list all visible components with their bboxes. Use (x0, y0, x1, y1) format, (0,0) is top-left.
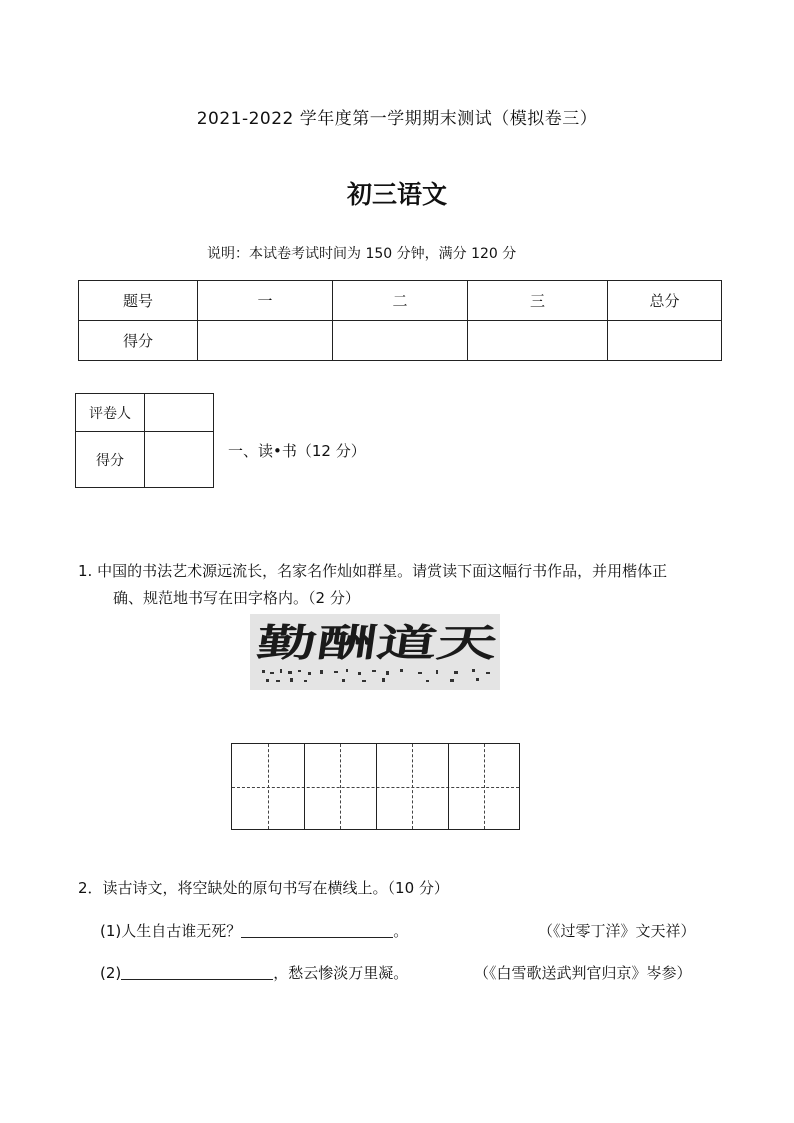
score-row-label: 得分 (79, 321, 198, 361)
poem-prefix: (1)人生自古谁无死？ (100, 922, 242, 940)
grid-vertical-guide (340, 744, 341, 829)
poem-suffix: ，愁云惨淡万里凝。 (273, 964, 409, 982)
reviewer-cell[interactable] (145, 394, 214, 432)
score-header-cell: 三 (468, 281, 608, 321)
poem-suffix: 。 (393, 922, 409, 940)
exam-note: 说明：本试卷考试时间为 150 分钟，满分 120 分 (207, 246, 517, 262)
grid-cell-divider (304, 744, 305, 829)
score-table (78, 280, 722, 361)
score-cell[interactable] (608, 321, 722, 361)
section-title: 一、读•书（12 分） (228, 442, 366, 460)
grader-score-label: 得分 (76, 432, 145, 488)
grid-cell-divider (376, 744, 377, 829)
poem-fill-item (100, 962, 408, 983)
calligraphy-artwork (250, 614, 500, 690)
question2-text: 2．读古诗文，将空缺处的原句书写在横线上。（10 分） (78, 879, 449, 897)
score-header-cell: 一 (198, 281, 333, 321)
score-table-header-row (79, 281, 722, 321)
score-table-score-row (79, 321, 722, 361)
calligraphy-characters: 勤酬道天 (253, 621, 412, 666)
score-cell[interactable] (198, 321, 333, 361)
reviewer-label: 评卷人 (76, 394, 145, 432)
grader-score-cell[interactable] (145, 432, 214, 488)
score-header-cell: 二 (333, 281, 468, 321)
score-header-cell: 总分 (608, 281, 722, 321)
poem-fill-item (100, 920, 408, 941)
grid-vertical-guide (484, 744, 485, 829)
question1-text-cont: 确、规范地书写在田字格内。（2 分） (113, 589, 360, 607)
answer-blank[interactable] (241, 921, 393, 938)
grid-vertical-guide (268, 744, 269, 829)
grid-cell-divider (448, 744, 449, 829)
score-cell[interactable] (468, 321, 608, 361)
grid-vertical-guide (412, 744, 413, 829)
grader-box (75, 393, 214, 488)
poem-source: （《过零丁洋》文天祥） (538, 922, 696, 940)
score-cell[interactable] (333, 321, 468, 361)
tianzige-grid (231, 743, 520, 830)
calligraphy-image (250, 614, 500, 690)
poem-source: （《白雪歌送武判官归京》岑参） (474, 964, 692, 982)
question1-text: 1. 中国的书法艺术源远流长，名家名作灿如群星。请赏读下面这幅行书作品，并用楷体正 (78, 562, 668, 580)
answer-blank[interactable] (121, 963, 273, 980)
subject-title: 初三语文 (346, 180, 447, 209)
score-header-cell: 题号 (79, 281, 198, 321)
exam-title: 2021-2022 学年度第一学期期末测试（模拟卷三） (196, 109, 598, 129)
poem-prefix: (2) (100, 964, 122, 982)
